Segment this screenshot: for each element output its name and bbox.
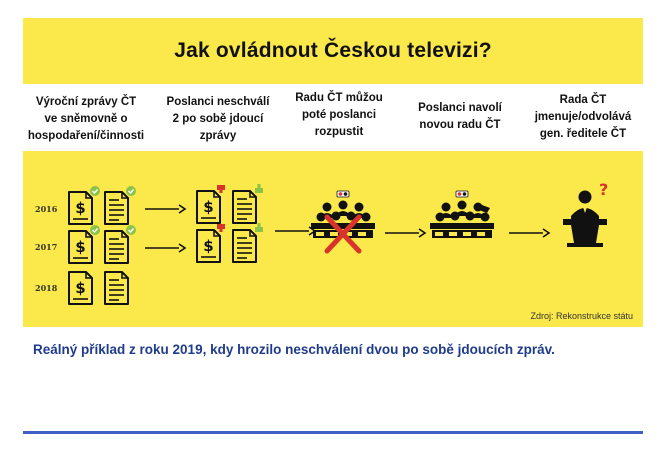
document-icon — [197, 191, 220, 223]
process-diagram — [23, 151, 643, 327]
page-title: Jak ovládnout Českou televizi? — [174, 39, 492, 62]
caption-text: Reálný příklad z roku 2019, kdy hrozilo neschválení dvou po sobě jdoucích zpráv. — [33, 342, 555, 357]
step-2-line-3: zprávy — [199, 130, 237, 142]
check-icon — [90, 186, 100, 196]
step-2 — [159, 94, 277, 145]
year-label-2017: 2017 — [35, 242, 58, 252]
step-2-line-2: 2 po sobě jdoucí — [172, 113, 264, 125]
new-council — [430, 191, 494, 238]
thumbs-down-icon — [217, 224, 225, 232]
step-4-line-1: Poslanci navolí — [418, 102, 502, 114]
document-icon — [233, 191, 256, 223]
reports-2016 — [69, 186, 136, 224]
year-label-2016: 2016 — [35, 204, 58, 214]
step-4-line-2: novou radu ČT — [419, 119, 501, 131]
step-5-line-1: Rada ČT — [559, 94, 607, 106]
step-2-line-1: Poslanci neschválí — [166, 96, 270, 108]
step-1-line-1: Výroční zprávy ČT — [35, 96, 137, 108]
bottom-divider — [23, 431, 643, 434]
year-label-2018: 2018 — [35, 283, 58, 293]
reports-2017 — [69, 225, 136, 263]
step-5 — [523, 92, 643, 143]
diagram-canvas: $ 2016 2017 2018 ? — [23, 151, 643, 327]
document-icon — [197, 230, 220, 262]
step-1-line-2: ve sněmovně o — [44, 113, 128, 125]
rejected-reports-row-1 — [197, 184, 263, 223]
step-3-line-2: poté poslanci — [301, 109, 377, 121]
source-note: Zdroj: Rekonstrukce státu — [530, 311, 633, 321]
title-banner — [23, 18, 643, 84]
step-1-line-3: hospodaření/činnosti — [27, 130, 145, 142]
document-icon — [105, 231, 128, 263]
check-icon — [126, 186, 136, 196]
step-4 — [405, 100, 515, 134]
thumbs-up-icon — [255, 184, 263, 193]
thumbs-up-icon — [255, 223, 263, 232]
arrow-icon — [385, 229, 425, 237]
document-icon — [233, 230, 256, 262]
director — [563, 180, 608, 247]
question-icon: ? — [599, 180, 609, 199]
dissolved-council — [311, 191, 375, 251]
arrow-icon — [509, 229, 549, 237]
arrow-icon — [145, 205, 185, 213]
step-3-line-1: Radu ČT můžou — [295, 92, 383, 104]
document-icon — [69, 192, 92, 224]
check-icon — [90, 225, 100, 235]
process-steps — [23, 88, 643, 150]
document-icon — [105, 272, 128, 304]
step-3-line-3: rozpustit — [314, 126, 364, 138]
step-1 — [23, 94, 149, 145]
document-icon — [69, 272, 92, 304]
document-icon — [105, 192, 128, 224]
arrow-icon — [275, 227, 315, 235]
check-icon — [126, 225, 136, 235]
rejected-reports-row-2 — [197, 223, 263, 262]
step-5-line-3: gen. ředitele ČT — [539, 128, 627, 140]
arrow-icon — [145, 244, 185, 252]
step-5-line-2: jmenuje/odvolává — [534, 111, 632, 123]
document-icon — [69, 231, 92, 263]
step-3 — [285, 90, 393, 141]
council-icon — [430, 191, 494, 238]
reports-2018 — [69, 272, 128, 304]
thumbs-down-icon — [217, 185, 225, 193]
